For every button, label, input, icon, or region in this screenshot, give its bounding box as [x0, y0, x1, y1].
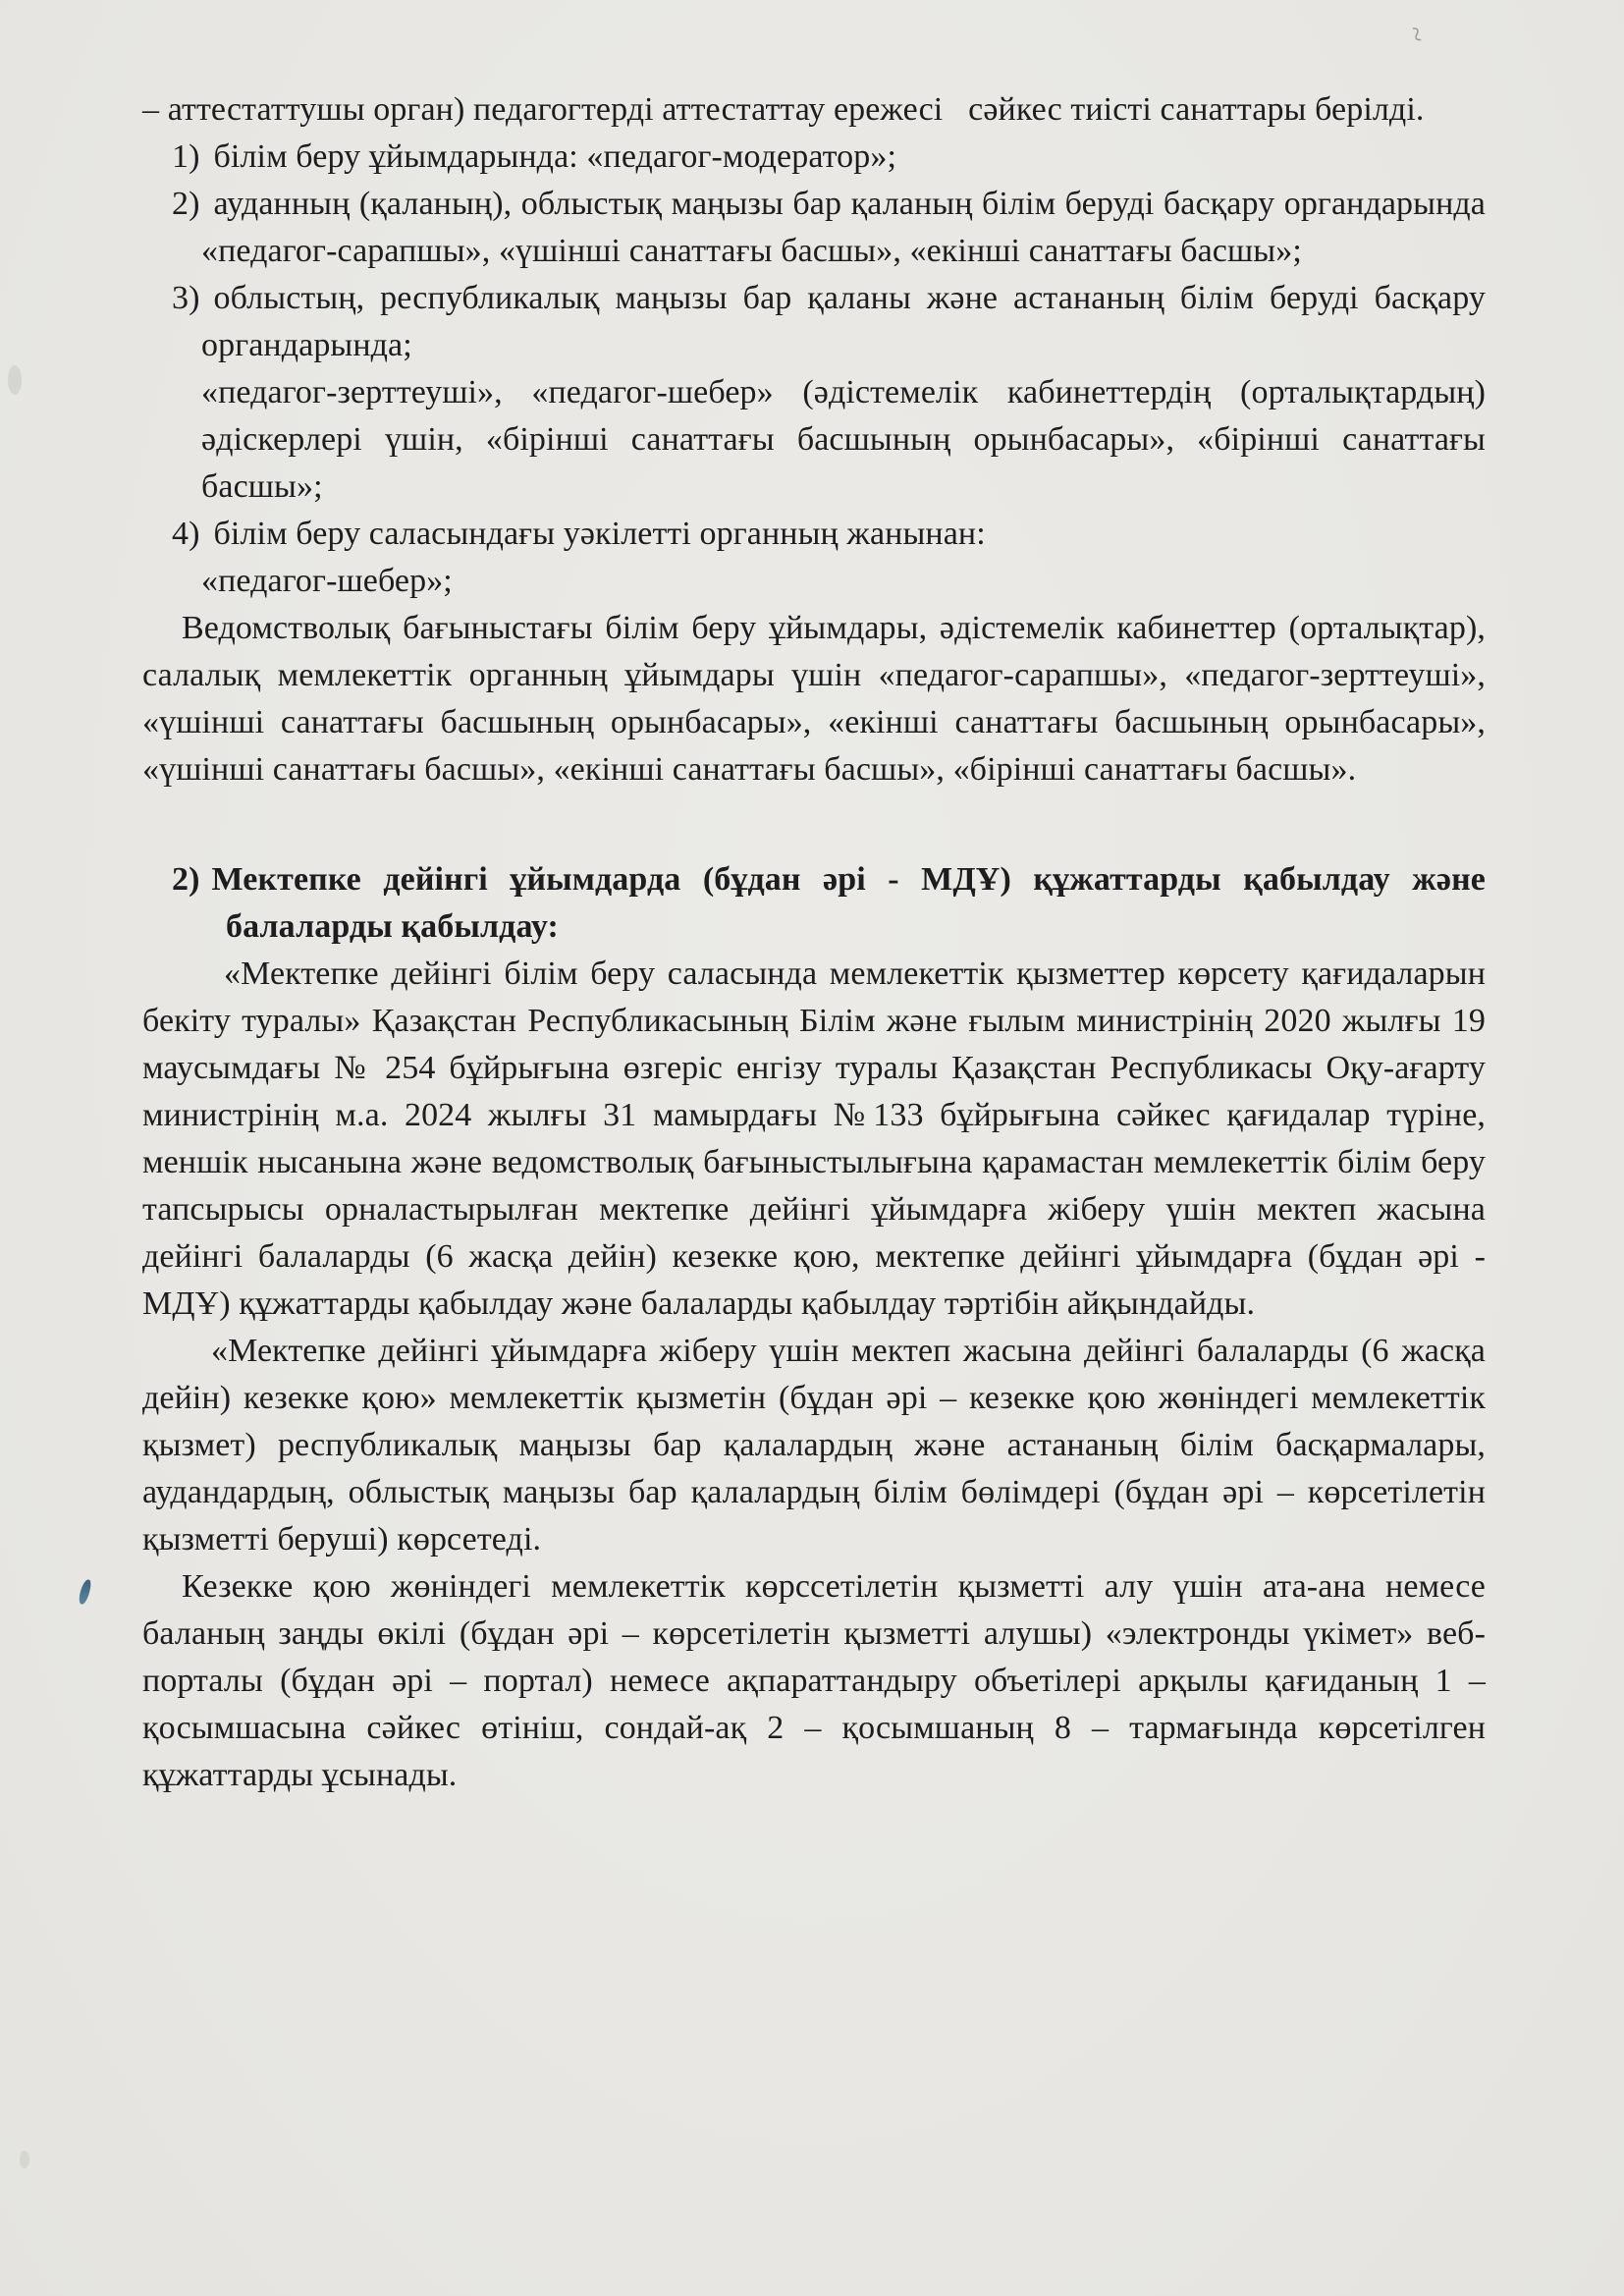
scan-speck: [8, 365, 22, 395]
list-item-1: [142, 134, 1486, 181]
list-item-4: [142, 511, 1486, 558]
paragraph-rules: «Мектепке дейінгі білім беру саласында мемлекеттік қызметтер көрсету қағидаларын бекіту туралы» Қазақстан Республикасының Білім және ғылым министрінің 2020 жылғы 19 маусымдағы № 254 бұйрығына өзгеріс енгізу туралы Қазақстан Республикасы Оқу-ағарту министрінің м.а. 2024 жылғы 31 мамырдағы №133 бұйрығына сәйкес қағидалар түріне, меншік нысанына және ведомстволық бағыныстылығына қарамастан мемлекеттік білім беру тапсырысы орналастырылған мектепке дейінгі ұйымдарға жіберу үшін мектеп жасына дейінгі балаларды (6 жасқа дейін) кезекке қою, мектепке дейінгі ұйымдарға (бұдан әрі - МДҰ) құжаттарды қабылдау және балаларды қабылдау тәртібін айқындайды.: [142, 956, 1486, 1322]
heading-marker: 2): [172, 861, 200, 898]
paragraph-intro: – аттестаттушы орган) педагогтерді аттестаттау ережесі сәйкес тиісті санаттары берілді.: [142, 91, 1425, 128]
section-heading: [142, 856, 1486, 951]
document-body: [142, 86, 1486, 1799]
paragraph-service: «Мектепке дейінгі ұйымдарға жіберу үшін мектеп жасына дейінгі балаларды (6 жасқа дейін) кезекке қою» мемлекеттік қызметін (бұдан әрі – кезекке қою жөніндегі мемлекеттік қызмет) республикалық маңызы бар қалалардың және астананың білім басқармалары, аудандардың, облыстық маңызы бар қалалардың білім бөлімдері (бұдан әрі – көрсетілетін қызметті беруші) көрсетеді.: [142, 1333, 1486, 1558]
list-marker-1: 1): [172, 138, 200, 175]
heading-text: Мектепке дейінгі ұйымдарда (бұдан әрі - МДҰ) құжаттарды қабылдау және балаларды қабылдау:: [211, 861, 1486, 945]
list-item-3-text: облыстың, республикалық маңызы бар қаланы және астананың білім беруді басқару органдарында;: [201, 280, 1486, 363]
list-marker-4: 4): [172, 516, 200, 552]
paragraph-vedomstvo: Ведомстволық бағыныстағы білім беру ұйымдары, әдістемелік кабинеттер (орталықтар), салалық мемлекеттік органның ұйымдары үшін «педагог-сарапшы», «педагог-зерттеуші», «үшінші санаттағы басшының орынбасары», «екінші санаттағы басшының орынбасары», «үшінші санаттағы басшы», «екінші санаттағы басшы», «бірінші санаттағы басшы».: [142, 610, 1486, 788]
list-item-2-text: ауданның (қаланың), облыстық маңызы бар қаланың білім беруді басқару органдарында «педагог-сарапшы», «үшінші санаттағы басшы», «екінші санаттағы басшы»;: [201, 186, 1486, 269]
blue-ink-mark: [78, 1578, 92, 1605]
list-item-4-continuation: «педагог-шебер»;: [201, 563, 453, 599]
list-item-1-text: білім беру ұйымдарында: «педагог-модератор»;: [213, 138, 897, 175]
list-item-3: [142, 275, 1486, 369]
scan-speck: [20, 2151, 29, 2168]
list-item-4-text: білім беру саласындағы уәкілетті органның жанынан:: [213, 516, 986, 552]
list-marker-3: 3): [172, 280, 200, 316]
scan-squiggle-mark: ~: [1398, 22, 1435, 46]
list-item-2: [142, 181, 1486, 275]
paragraph-queue: Кезекке қою жөніндегі мемлекеттік көрссетілетін қызметті алу үшін ата-ана немесе баланың заңды өкілі (бұдан әрі – көрсетілетін қызметті алушы) «электронды үкімет» веб-порталы (бұдан әрі – портал) немесе ақпараттандыру объетілері арқылы қағиданың 1 – қосымшасына сәйкес өтініш, сондай-ақ 2 – қосымшаның 8 – тармағында көрсетілген құжаттарды ұсынады.: [142, 1568, 1486, 1793]
list-marker-2: 2): [172, 186, 200, 222]
list-item-3-continuation: «педагог-зерттеуші», «педагог-шебер» (әдістемелік кабинеттердің (орталықтардың) әдіскерлері үшін, «бірінші санаттағы басшының орынбасары», «бірінші санаттағы басшы»;: [201, 374, 1486, 505]
